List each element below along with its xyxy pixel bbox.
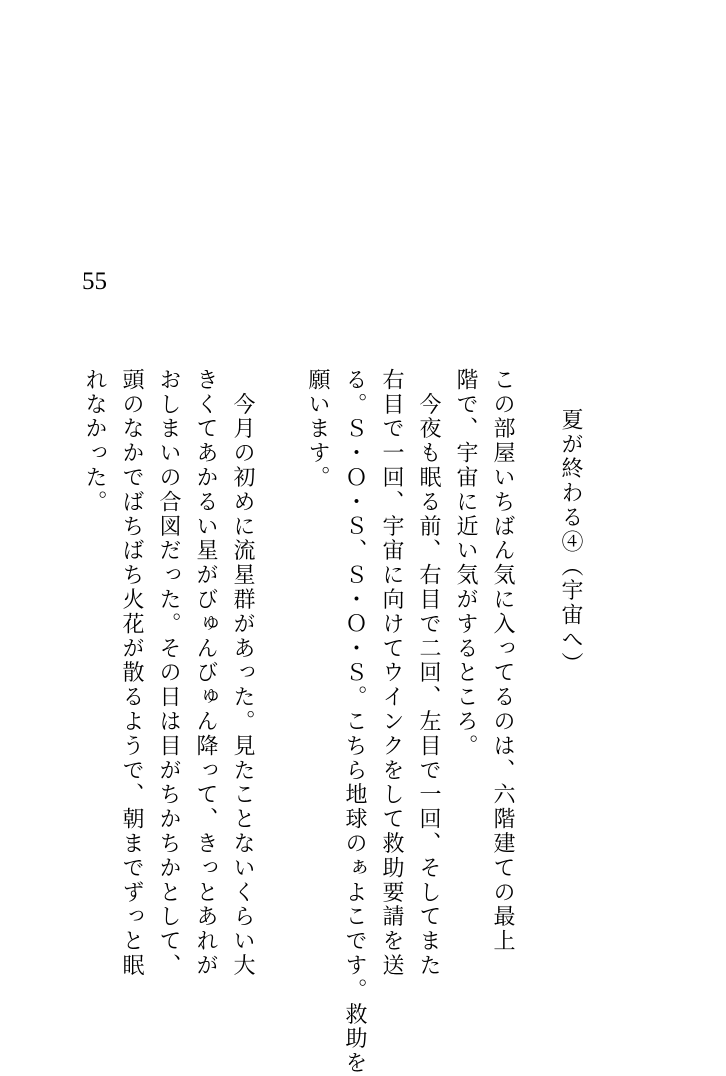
text-column: 願います。 <box>305 368 330 490</box>
text-column: 今月の初めに流星群があった。見たことないくらい大 <box>230 368 255 978</box>
text-column: れなかった。 <box>82 368 107 515</box>
text-column: おしまいの合図だった。その日は目がちかちかとして、 <box>156 368 181 978</box>
text-column: この部屋いちばん気に入ってるのは、六階建ての最上 <box>490 368 515 954</box>
text-column: 右目で一回、宇宙に向けてウインクをして救助要請を送 <box>379 368 404 978</box>
text-column: 頭のなかでばちばち火花が散るようで、朝までずっと眠 <box>119 368 144 978</box>
text-column: 階で、宇宙に近い気がするところ。 <box>453 368 478 759</box>
page-number: 55 <box>82 268 107 295</box>
section-title: 夏が終わる④（宇宙へ） <box>558 408 583 677</box>
text-column: きくてあかるい星がびゅんびゅん降って、きっとあれが <box>193 368 218 978</box>
text-column: る。Ｓ・Ｏ・Ｓ、Ｓ・Ｏ・Ｓ。こちら地球のぁよこです。救助を <box>342 368 367 1076</box>
text-column: 今夜も眠る前、右目で二回、左目で一回、そしてまた <box>416 368 441 978</box>
